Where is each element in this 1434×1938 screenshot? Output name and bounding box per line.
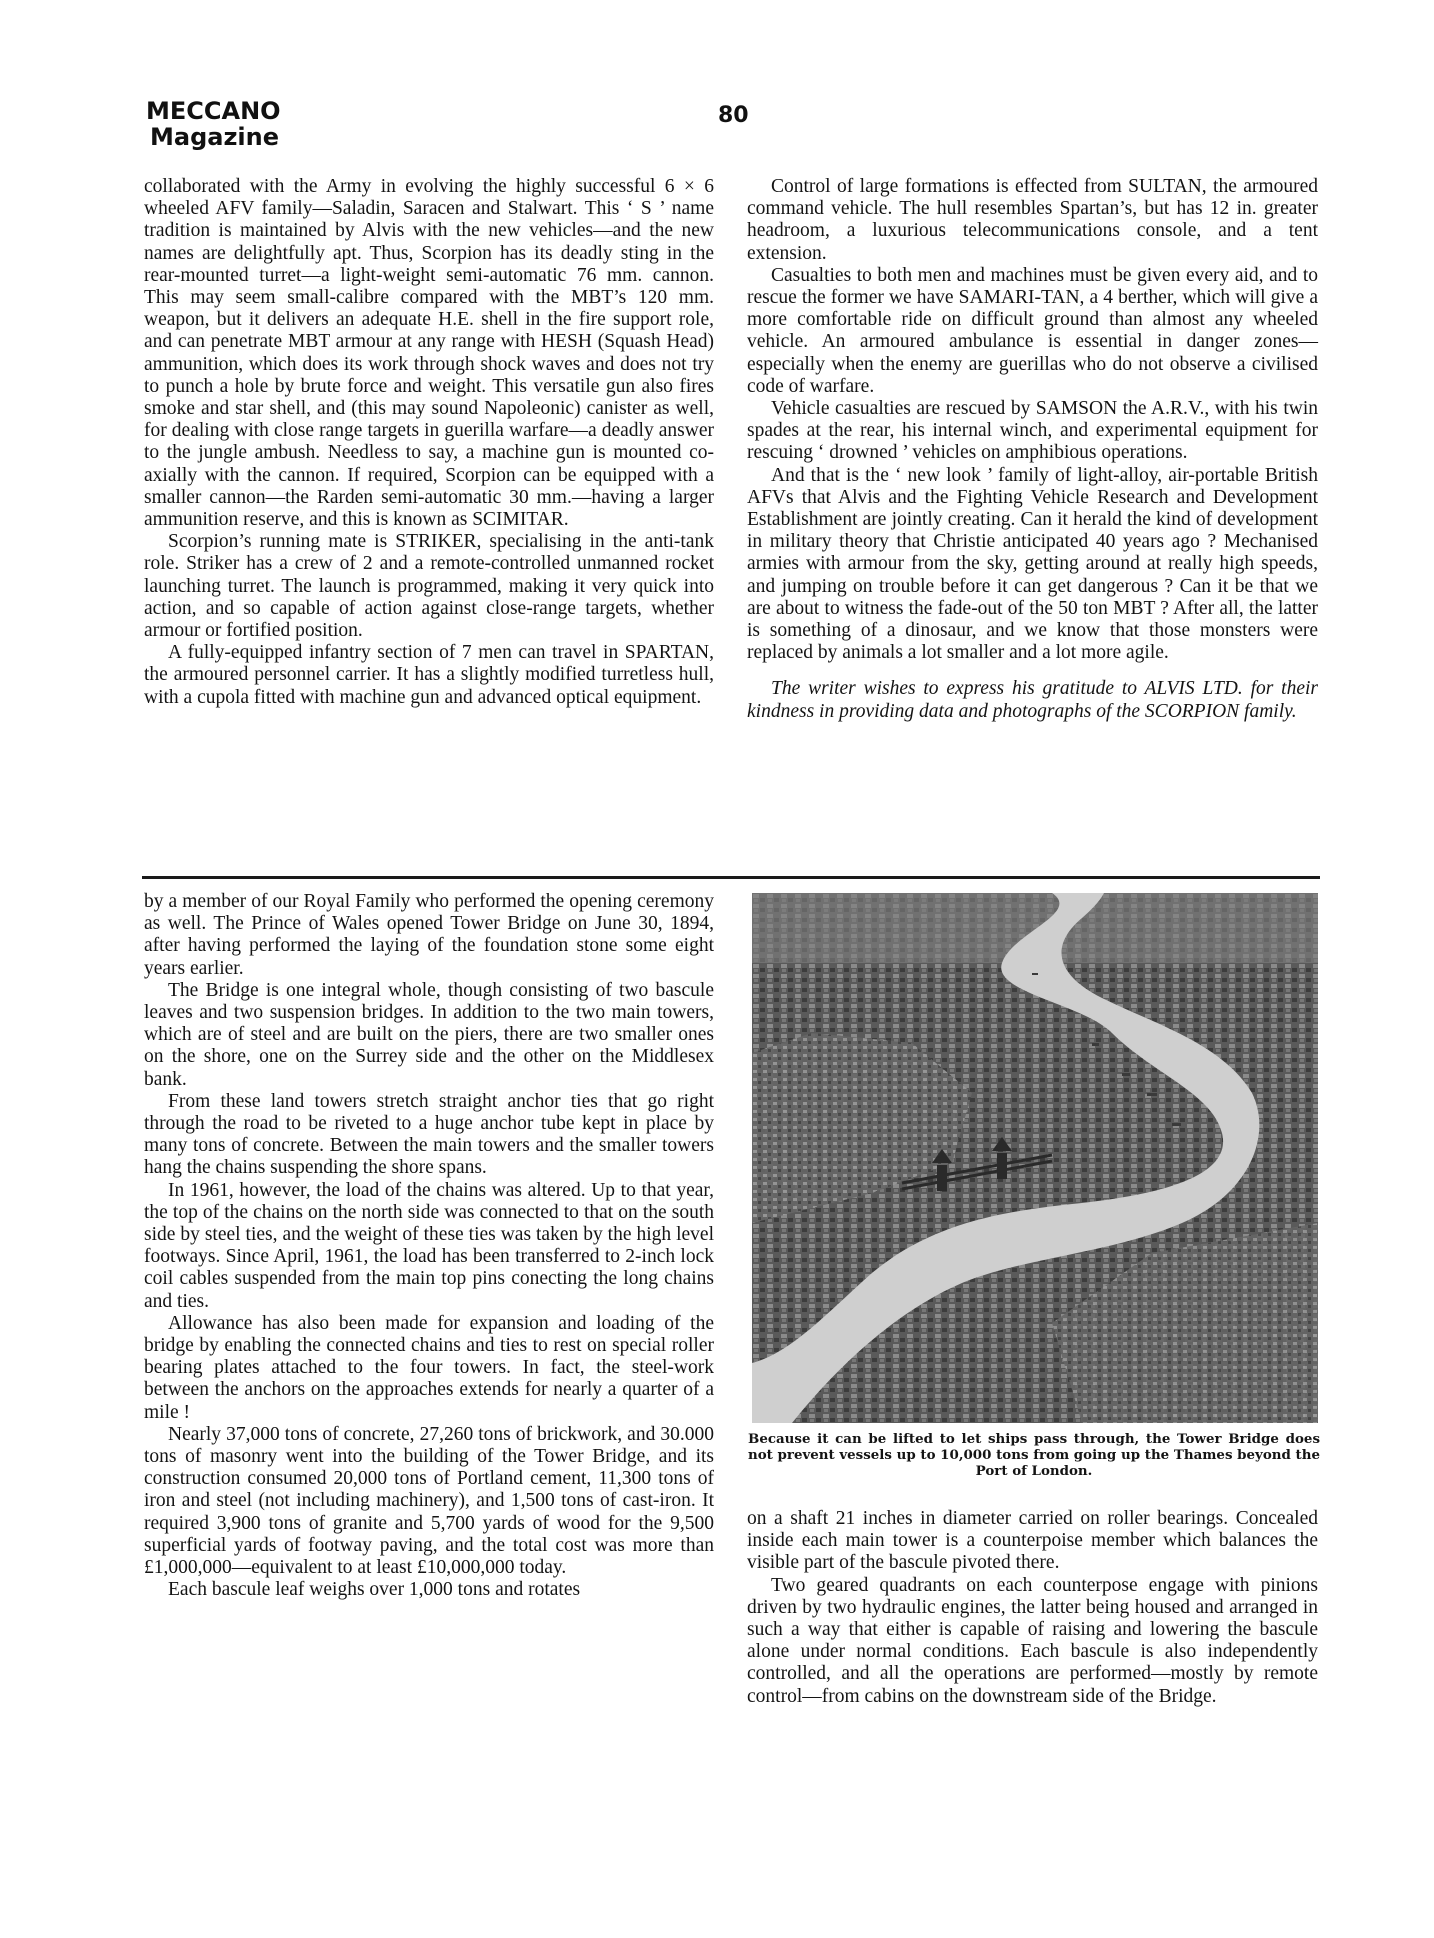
masthead-line-2: Magazine	[150, 123, 280, 151]
magazine-masthead	[146, 98, 281, 150]
bottom-left-column	[144, 891, 714, 1602]
paragraph: Allowance has also been made for expansion and loading of the bridge by enabling the connected chains and ties to rest on special roller bearing plates attached to the four towers. In fact, the steel-work between the anchors on the approaches extends for nearly a quarter of a mile !	[144, 1312, 714, 1423]
paragraph: A fully-equipped infantry section of 7 men can travel in SPARTAN, the armoured personnel carrier. It has a slightly modified turretless hull, with a cupola fitted with machine gun and advanced optical equipment.	[144, 642, 714, 708]
paragraph: on a shaft 21 inches in diameter carried on roller bearings. Concealed inside each main tower is a counterpoise member which balances the visible part of the bascule pivoted there.	[747, 1508, 1318, 1574]
bottom-right-column	[747, 1508, 1318, 1708]
paragraph: Nearly 37,000 tons of concrete, 27,260 tons of brickwork, and 30.000 tons of masonry went into the building of the Tower Bridge, and its construction consumed 20,000 tons of Portland cement, 11,300 tons of iron and steel (not including machinery), and 1,500 tons of cast-iron. It required 3,900 tons of granite and 5,700 yards of wood for the 9,500 superficial yards of footway paving, and the total cost was more than £1,000,000—equivalent to at least £10,000,000 today.	[144, 1423, 714, 1579]
paragraph: by a member of our Royal Family who performed the opening ceremony as well. The Prince of Wales opened Tower Bridge on June 30, 1894, after having performed the laying of the foundation stone some eight years earlier.	[144, 891, 714, 979]
section-divider	[142, 876, 1320, 879]
page-number: 80	[718, 103, 749, 128]
paragraph: And that is the ‘ new look ’ family of light-alloy, air-portable British AFVs that Alvis and the Fighting Vehicle Research and Development Establishment are jointly creating. Can it herald the kind of development in military theory that Christie anticipated 40 years ago ? Mechanised armies with armour from the sky, getting around at really high speeds, and jumping on trouble before it can get dangerous ? Can it be that we are about to witness the fade-out of the 50 ton MBT ? After all, the latter is something of a dinosaur, and we know that those monsters were replaced by animals a lot smaller and a lot more agile.	[747, 464, 1318, 664]
tower-bridge-aerial-photo	[752, 893, 1318, 1423]
paragraph: collaborated with the Army in evolving the highly successful 6 × 6 wheeled AFV family—Saladin, Saracen and Stalwart. This ‘ S ’ name tradition is maintained by Alvis with the new vehicles—and the new names are delightfully apt. Thus, Scorpion has its deadly sting in the rear-mounted turret—a light-weight semi-automatic 76 mm. cannon. This may seem small-calibre compared with the MBT’s 120 mm. weapon, but it delivers an adequate H.E. shell in the fire support role, and can penetrate MBT armour at any range with HESH (Squash Head) ammunition, which does its work through shock waves and does not try to punch a hole by brute force and weight. This versatile gun also fires smoke and star shell, and (this may sound Napoleonic) canister as well, for dealing with close range targets in guerilla warfare—a deadly answer to the jungle ambush. Needless to say, a machine gun is mounted co-axially with the cannon. If required, Scorpion can be equipped with a smaller cannon—the Rarden semi-automatic 30 mm.—having a larger ammunition reserve, and this is known as SCIMITAR.	[144, 176, 714, 531]
photo-caption: Because it can be lifted to let ships pass through, the Tower Bridge does not prevent vessels up to 10,000 tons from going up the Thames beyond the Port of London.	[748, 1431, 1320, 1479]
paragraph: The Bridge is one integral whole, though consisting of two bascule leaves and two suspension bridges. In addition to the two main towers, which are of steel and are built on the piers, there are two smaller ones on the shore, one on the Surrey side and the other on the Middlesex bank.	[144, 979, 714, 1090]
paragraph: From these land towers stretch straight anchor ties that go right through the road to be riveted to a huge anchor tube kept in place by many tons of concrete. Between the main towers and the smaller towers hang the chains suspending the shore spans.	[144, 1090, 714, 1179]
paragraph: Casualties to both men and machines must be given every aid, and to rescue the former we have SAMARI-TAN, a 4 berther, which will give a more comfortable ride on difficult ground than almost any wheeled vehicle. An armoured ambulance is essential in danger zones—especially when the enemy are guerillas who do not observe a civilised code of warfare.	[747, 264, 1318, 397]
paragraph: Vehicle casualties are rescued by SAMSON the A.R.V., with his twin spades at the rear, his internal winch, and experimental equipment for rescuing ‘ drowned ’ vehicles on amphibious operations.	[747, 398, 1318, 464]
top-right-column	[747, 176, 1318, 723]
top-left-column	[144, 176, 714, 709]
acknowledgement-note: The writer wishes to express his gratitude to ALVIS LTD. for their kindness in providing data and photographs of the SCORPION family.	[747, 678, 1318, 722]
paragraph: Two geared quadrants on each counterpose engage with pinions driven by two hydraulic engines, the latter being housed and arranged in such a way that either is capable of raising and lowering the bascule alone under normal conditions. Each bascule is also independently controlled, and all the operations are performed—mostly by remote control—from cabins on the downstream side of the Bridge.	[747, 1574, 1318, 1707]
paragraph: Scorpion’s running mate is STRIKER, specialising in the anti-tank role. Striker has a crew of 2 and a remote-controlled unmanned rocket launching turret. The launch is programmed, making it very quick into action, and so capable of action against close-range targets, whether armour or fortified position.	[144, 531, 714, 642]
masthead-line-1: MECCANO	[146, 97, 281, 125]
paragraph: Each bascule leaf weighs over 1,000 tons and rotates	[168, 1579, 581, 1601]
paragraph: In 1961, however, the load of the chains was altered. Up to that year, the top of the chains on the north side was connected to that on the south side by steel ties, and the weight of these ties was taken by the high level footways. Since April, 1961, the load has been transferred to 2-inch lock coil cables suspended from the main top pins conecting the long chains and ties.	[144, 1179, 714, 1312]
paragraph: Control of large formations is effected from SULTAN, the armoured command vehicle. The hull resembles Spartan’s, but has 12 in. greater headroom, a luxurious telecommunications console, and a tent extension.	[747, 176, 1318, 264]
